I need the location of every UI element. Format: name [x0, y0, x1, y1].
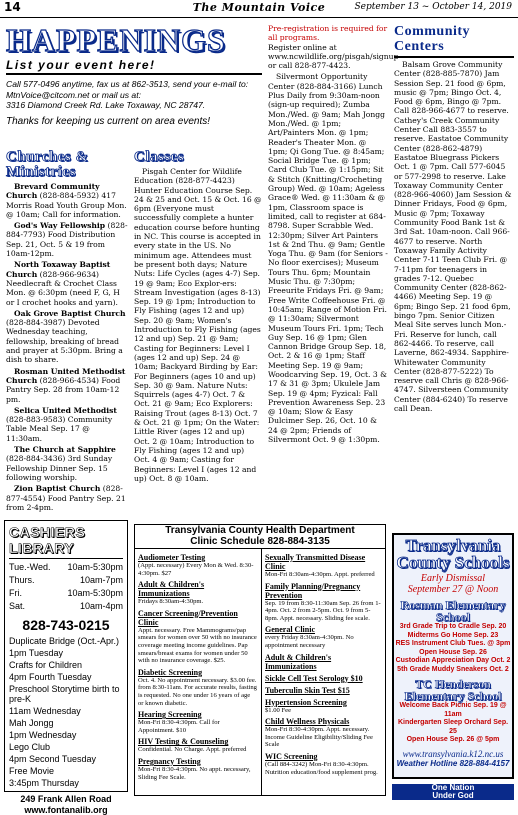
- library-day: Tue.-Wed.: [9, 562, 51, 572]
- church-details: (828-966-4534) Food Pantry Sep. 28 from 10am-12 pm.: [6, 375, 121, 404]
- tch-event: Kindergarten Sleep Orchard Sep. 25: [397, 719, 509, 735]
- church-details: (828-884-3436) 3rd Sunday Fellowship Dinner Sep. 15 following worship.: [6, 454, 113, 482]
- weather-hotline: Weather Hotline 828-884-4157: [396, 758, 510, 768]
- schools-title-1: Transylvania: [405, 536, 501, 555]
- church-item: [6, 484, 128, 512]
- church-item: [6, 367, 128, 404]
- churches-column: [6, 150, 128, 516]
- clinic-service-name: WIC Screening: [265, 751, 318, 761]
- clinic-service-name: Sexually Transmitted Disease Clinic: [265, 553, 366, 571]
- church-name: North Toxaway Baptist Church: [6, 260, 111, 279]
- county-schools-box: [392, 533, 514, 779]
- clinic-left-list: [135, 549, 260, 782]
- clinic-service-name: Tuberculin Skin Test $15: [265, 685, 350, 695]
- thanks-line: Thanks for keeping us current on area events!: [6, 115, 211, 127]
- library-time: 10am-5:30pm: [67, 588, 123, 598]
- cashiers-library-box: [4, 520, 128, 815]
- rosman-event: 3rd Grade Trip to Cradle Sep. 20: [399, 623, 507, 630]
- church-name: Rosman United Methodist Church: [6, 366, 126, 385]
- clinic-service-details: (Call 884-3242) Mon-Fri 8:30-4:30pm. Nutrition education/food supplement prog.: [265, 760, 378, 776]
- one-nation-banner: [392, 784, 514, 800]
- clinic-service-name: Pregnancy Testing: [138, 756, 201, 766]
- clinic-service-details: Fridays 8:30am-4:30pm.: [138, 598, 204, 606]
- tch-title: TC Henderson Elementary School: [404, 677, 502, 703]
- clinic-service-name: Audiometer Testing: [138, 553, 206, 562]
- clinic-service-details: (Appt. necessary) Every Mon & Wed. 8:30-4:30pm. $27: [138, 562, 254, 577]
- library-day: Fri.: [9, 588, 22, 598]
- contact-info: Call 577-0496 anytime, fax us at 862-3513, send your e-mail to: MtnVoice@citcom.net or mail us at:: [6, 79, 249, 100]
- library-event-line: Lego Club: [9, 742, 51, 752]
- community-centers-column: [394, 24, 514, 520]
- clinic-service-name: Hearing Screening: [138, 710, 202, 720]
- list-event-tagline: List your event here!: [6, 58, 262, 75]
- church-item: [6, 445, 128, 482]
- classes-section-title: Classes: [134, 149, 185, 165]
- church-item: [6, 221, 128, 258]
- library-event-line: 3:45pm Thursday: [9, 778, 79, 788]
- church-name: Oak Grove Baptist Church: [14, 308, 126, 318]
- health-clinic-box: [134, 524, 386, 796]
- library-event-line: 4pm Second Tuesday: [9, 754, 97, 764]
- silvermont-text: Silvermont Opportunity Center (828-884-3166) Lunch Plus Daily from 9:30am-noon (sign-up required); Zumba Mon./Wed. @ 9am; Mah Jongg Mon./Wed. @ 1pm; Art/Painters Mon. @ 1pm; Reader's Theater Mon. @ 1pm; Qi Gong Tue. @ 8:45am; Social Bridge Tue. @ 1pm; Card Club Tue. @ 1:15pm; Sit & Stitch (Knitting/Crocheting Group) Wed. @ 10am; Ageless Grace® Wed. @ 11:30am & @ 1pm, Classroom space is limited, call to register at 684-8798. Super Scrabble Wed. 12:30pm; Silver Art Painters 1st & 2nd Thu. @ 9am; Gentle Yoga Thu. @ 9am (for Seniors -No floor exercises); Museum Tours Thu. 6pm; Mountain Music Thu. @ 7:30pm; Freeurite Fridays Fri. @ 9am; Free Write Coffeehouse Fri. @ 10:45am; Range of Motion Fri. @ 11:30am; Silvermont Museum Tours Fri. 1pm; Tech Guy Sep. 16 @ 1pm; Glen Cannon Bridge Group Sep. 18, Oct. 2 & 16 @ 1pm; Staff Meeting Sep. 19 @ 9am; Woodcarving Sep. 19, Oct. 3 & 17 & 31 @ 3pm; Ukulele Jam Sep. 19 @ 4pm; Fyzical: Fall Prevention Awareness Sep. 23 @ 10am; Slow & Easy Dulcimer Sep. 26, Oct. 10 & 24 @ 2pm; Friends of Silvermont Oct. 9 @ 1:30pm.: [268, 72, 388, 445]
- library-time: 10am-4pm: [79, 601, 123, 611]
- silvermont-column: [268, 24, 399, 518]
- schools-title-2: County Schools: [396, 553, 510, 572]
- rosman-title: Rosman Elementary School: [400, 598, 506, 624]
- church-details: (828-883-9583) Community Table Meal Sep. 17 @ 11:30am.: [6, 415, 113, 443]
- clinic-service-details: Mon-Fri 8:30am-4:30pm. Appt. preferred: [265, 571, 375, 578]
- library-event-line: 11am Wednesday: [9, 706, 81, 716]
- church-name: The Church at Sapphire: [14, 445, 116, 455]
- library-hours-row: [9, 575, 123, 585]
- church-item: [6, 260, 128, 306]
- library-event-line: Preschool Storytime birth to pre-K: [9, 684, 120, 704]
- library-title: CASHIERS LIBRARY: [9, 524, 123, 559]
- church-details: (828-884-7793) Food Distribution Sep. 21, Oct. 5 & 19 from 10am-12pm.: [6, 221, 128, 259]
- church-name: Brevard Community Church: [6, 182, 100, 201]
- clinic-service-details: Mon-Fri 8:30-4:30pm. No appt. necessary, Sliding Fee Scale.: [138, 765, 251, 781]
- rosman-events: [394, 623, 512, 674]
- library-hours-row: [9, 562, 123, 572]
- clinic-service-details: Sep. 19 from 8:30-11:30am Sep. 26 from 1-4pm. Oct. 2 from 2-5pm. Oct. 9 from 5-8pm. Appt. necessary. Sliding fee scale.: [265, 599, 381, 622]
- library-event-line: 4pm Fourth Tuesday: [9, 672, 92, 682]
- tch-event: Open House Sep. 26 @ 5pm: [406, 736, 500, 743]
- churches-section-title: Churches & Ministries: [6, 149, 89, 180]
- nation-line1: One Nation: [431, 783, 475, 792]
- church-name: Selica United Methodist: [14, 405, 117, 415]
- clinic-service-details: Confidential. No Charge. Appt. preferred: [138, 746, 247, 754]
- prereg-note: Pre-registration is required for all programs.: [268, 24, 388, 43]
- rosman-event: 5th Grade Muddy Sneakers Oct. 2: [397, 665, 509, 673]
- church-item: [6, 182, 128, 219]
- page-number: 14: [4, 0, 21, 14]
- rosman-event: RES Instrument Club Tues. @ 3pm: [395, 640, 511, 647]
- church-details: (828-884-3987) Devoted Wednesday teaching, fellowship, breaking of bread and prayer at 5:30pm. Bring a dish to share.: [6, 318, 123, 365]
- tch-event: Welcome Back Picnic Sep. 19 @ 11am: [399, 702, 507, 718]
- clinic-title: [135, 525, 385, 549]
- church-item: [6, 406, 128, 443]
- library-phone: 828-743-0215: [22, 617, 110, 633]
- church-details: (828-877-4554) Food Pantry Sep. 21 from 2-4pm.: [6, 484, 126, 512]
- clinic-service-details: Mon-Fri 8:30-4:30pm. Appt. necessary. Income Guideline Eligibility/Sliding Fee Scale: [265, 726, 373, 749]
- library-day: Sat.: [9, 601, 26, 611]
- clinic-service-name: Hypertension Screening: [265, 697, 347, 707]
- early-dismissal: Early Dismissal: [420, 573, 486, 584]
- masthead: The Mountain Voice: [192, 1, 326, 14]
- clinic-service-name: Child Wellness Physicals: [265, 717, 350, 727]
- mailing-address: 3316 Diamond Creek Rd. Lake Toxaway, NC 28747.: [6, 100, 206, 111]
- library-events: [9, 636, 123, 788]
- tch-events: [394, 702, 512, 745]
- library-hours-row: [9, 588, 123, 598]
- clinic-title-line2: Clinic Schedule 828-884-3135: [190, 535, 330, 547]
- rosman-event: Open House Sep. 26: [419, 648, 487, 656]
- clinic-service-name: Sickle Cell Test Serology $10: [265, 673, 363, 683]
- library-event-line: Free Movie: [9, 766, 55, 776]
- rosman-event: Midterms Go Home Sep. 23: [407, 631, 499, 639]
- clinic-service-name: Adult & Children's Immunizations: [265, 652, 332, 671]
- clinic-service-details: Oct. 4. No appointment necessary. $3.00 fee. from 8:30-11am. For accurate results, fasting is requested. No one under 16 years of age or known diabetic.: [138, 676, 257, 707]
- clinic-service-name: Family Planning/Pregnancy Prevention: [265, 581, 361, 600]
- church-details: (828-966-9634) Needlecraft & Crochet Class Mon. @ 6:30pm (need F, G, H or I crochet hooks and yarn).: [6, 269, 120, 307]
- classes-column: [134, 150, 262, 518]
- library-event-line: Crafts for Children: [9, 660, 83, 670]
- clinic-service-details: Appt. necessary. Free Mammograms/pap smears for women over 50 with no insurance coverage meeting income guidelines. Pap smears/breast exams for women under 50 with no insurance coverage. $25.: [138, 626, 257, 665]
- happenings-header: [6, 24, 262, 127]
- clinic-service-details: $1.00 Fee: [265, 706, 292, 714]
- church-list: [6, 182, 128, 512]
- community-centers-text: Balsam Grove Community Center (828-885-7870) Jam Session Sep. 21 food @ 6pm, music @ 7pm; Bingo Oct. 4, Food @ 6pm, Bingo @ 7pm. Call 828-966-4677 to reserve. Cathey's Creek Community Center Call 883-3557 to reserve. Eastatoe Community Center (828-862-4879) Eastatoe Bluegrass Pickers Oct. 1 @ 7pm. Call 577-6045 or 577-2998 to reserve. Lake Toxaway Community Center (828-966-4060) Jam Session & Dinner Fridays, Food @ 6pm, Music @ 7pm; Toxaway Community Food Bank 1st & 3rd Sat. 10am-noon. Call 966-4677 to reserve. North Toxaway Family Activity Center 7-11 Teen Club Fri. @ 7-11pm for teenagers in grades 7-12. Quebec Community Center (828-862-4466) Meeting Sep. 19 @ 6pm; Bingo Sep. 21 food 6pm, bingo 7pm. Senior Citizen Meal Site serves lunch Mon.-Fri. Reserve for lunch, call 862-4466. To reserve, call Laverne, 862-4934. Sapphire-Whitewater Community Center (828-877-5222) To reserve call Chris @ 828-966-4747. Silversteen Community Center (884-6240) To reserve call Dean.: [394, 60, 512, 413]
- church-item: [6, 309, 128, 365]
- early-dismissal-date: September 27 @ Noon: [407, 584, 499, 595]
- library-event-line: 1pm Wednesday: [9, 730, 77, 740]
- classes-text: Pisgah Center for Wildlife Education (828-877-4423) Hunter Education Course Sep. 24 & 25 and Oct. 15 & Oct. 16 @ 6pm (Everyone must successfully complete a hunter education course before hunting in NC. This course is accepted in every state in the US. No minimum age. Attendees must be present both days; Nature Nuts: Life Cycles (ages 4-7) Sep. 19 @ 9am; Eco Explor-ers: Stream Investigation (ages 8-13) Sep. 19 @ 1pm; Introduction to Fly Fishing (ages 12 and up) Sep. 20 @ 9am; Women's Introduction to Fly Fishing (ages 12 and up) Sep. 21 @ 9am; Casting for Beginners: Level I (ages 12 and up) Sep. 24 @ 10am; Backyard Birding by Ear: For Beginners (ages 10 and up) Sep. 30 @ 9am. Nature Nuts: Squirrels (ages 4-7) Oct. 7 & Oct. 21 @ 9am; Eco Explorers: Raising Trout (ages 8-13) Oct. 7 & Oct. 21 @ 1pm; On the Water: Little River (ages 12 and up) Oct. 2 @ 10am; Introduction to Fly Fishing (ages 12 and up) Oct. 4 @ 9am; Casting for Beginners: Level I (ages 12 and up) Oct. 8 @ 10am.: [134, 167, 262, 483]
- clinic-right-list: [261, 549, 386, 795]
- library-day: Thurs.: [9, 575, 35, 585]
- rosman-event: Custodian Appreciation Day Oct. 2: [395, 657, 511, 664]
- library-website[interactable]: www.fontanalib.org: [24, 805, 108, 815]
- happenings-banner: HAPPENINGS: [6, 22, 226, 58]
- library-hours-row: [9, 601, 123, 611]
- library-time: 10am-5:30pm: [67, 562, 123, 572]
- church-details: (828-884-5932) 417 Morris Road Youth Group Mon. @ 10am; Call for information.: [6, 191, 127, 219]
- clinic-service-name: Adult & Children's Immunizations: [138, 580, 205, 599]
- clinic-service-details: every Friday 8:30am-4:30pm. No appointment necessary: [265, 634, 354, 649]
- library-event-line: Duplicate Bridge (Oct.-Apr.): [9, 636, 120, 646]
- clinic-service-name: Cancer Screening/Prevention Clinic: [138, 608, 238, 627]
- issue-date: September 13 ~ October 14, 2019: [354, 2, 512, 12]
- church-name: God's Way Fellowship: [14, 221, 106, 231]
- nation-line2: Under God: [432, 791, 474, 800]
- schools-website[interactable]: www.transylvania.k12.nc.us: [402, 748, 504, 759]
- clinic-service-name: HIV Testing & Counseling: [138, 737, 229, 747]
- library-time: 10am-7pm: [79, 575, 123, 585]
- library-event-line: 1pm Tuesday: [9, 648, 64, 658]
- church-name: Zion Baptist Church: [14, 484, 101, 494]
- community-centers-title: Community Centers: [394, 24, 514, 58]
- clinic-service-details: Mon-Fri 8:30-4:30pm. Call for Appointment. $10: [138, 719, 220, 734]
- library-address: 249 Frank Allen Road: [20, 794, 112, 804]
- register-info: Register online at www.ncwildlife.org/pisgah/signup or call 828-877-4423.: [268, 42, 399, 71]
- clinic-title-line1: Transylvania County Health Department: [165, 525, 355, 536]
- clinic-service-name: Diabetic Screening: [138, 667, 203, 677]
- library-hours: [9, 562, 123, 611]
- library-event-line: Mah Jongg: [9, 718, 54, 728]
- clinic-service-name: General Clinic: [265, 625, 315, 635]
- page-header: [0, 0, 518, 18]
